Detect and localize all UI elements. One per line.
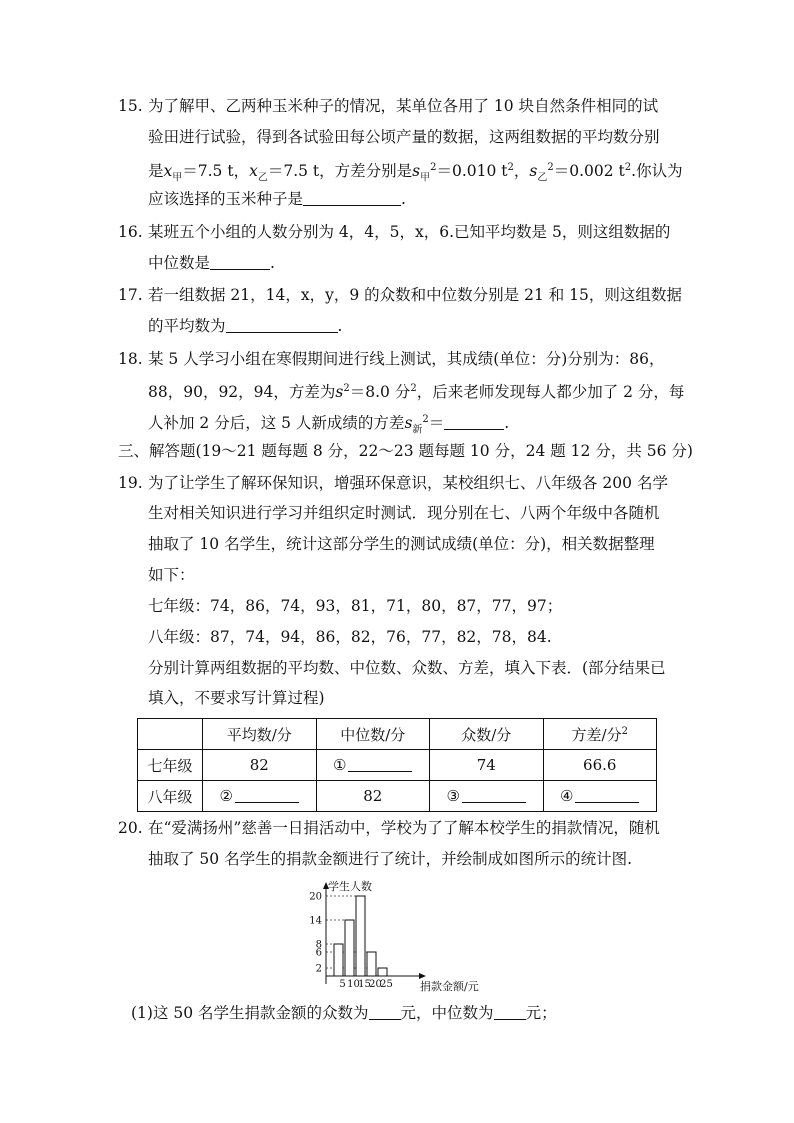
y-tick-label: 14 <box>309 915 322 927</box>
grade7-data: 七年级：74，86，74，93，81，71，80，87，77，97； <box>148 597 563 615</box>
y-tick-label: 8 <box>315 939 322 951</box>
y-tick-label: 20 <box>309 891 322 903</box>
table-row <box>138 781 657 812</box>
bar-5 <box>334 944 343 976</box>
q15-line1: 为了解甲、乙两种玉米种子的情况，某单位各用了 10 块自然条件相同的试 <box>148 97 659 115</box>
answer-blank[interactable] <box>494 1004 526 1020</box>
x-tick-label: 25 <box>380 979 393 990</box>
table-cell: ② <box>203 781 317 812</box>
q15-line2: 验田进行试验，得到各试验田每公顷产量的数据，这两组数据的平均数分别 <box>148 128 660 146</box>
q20-line1: 在“爱满扬州”慈善一日捐活动中，学校为了了解本校学生的捐款情况，随机 <box>148 819 660 837</box>
table-header-row <box>138 719 657 750</box>
q16-line2: 中位数是 . <box>148 254 275 272</box>
answer-blank[interactable] <box>210 254 270 270</box>
q19-line4: 如下： <box>148 566 195 584</box>
x-tick-label: 20 <box>369 979 382 990</box>
answer-blank[interactable] <box>575 788 639 803</box>
table-cell: ③ <box>430 781 544 812</box>
table-header-cell: 中位数/分 <box>316 719 430 750</box>
x-tick-label: 15 <box>358 979 371 990</box>
table-cell: 66.6 <box>543 750 657 781</box>
row-label: 八年级 <box>138 781 203 812</box>
q20-sub1: (1)这 50 名学生捐款金额的众数为 元，中位数为 元； <box>131 1004 557 1022</box>
table-row <box>138 750 657 781</box>
q19-line7: 分别计算两组数据的平均数、中位数、众数、方差，填入下表．(部分结果已 <box>148 659 666 677</box>
q20-line2: 抽取了 50 名学生的捐款金额进行了统计，并绘制成如图所示的统计图. <box>148 850 633 868</box>
q16-number: 16. <box>118 223 143 241</box>
q18-line3: 人补加 2 分后，这 5 人新成绩的方差$s_新^2=$ . <box>148 414 510 436</box>
x-tick-label: 5 <box>339 979 346 990</box>
x-tick-label: 10 <box>347 979 360 990</box>
table-cell: 74 <box>430 750 544 781</box>
q17-line2: 的平均数为 . <box>148 317 343 335</box>
answer-blank[interactable] <box>444 414 504 430</box>
q15-line3: 是$x_甲=7.5$ t，$x_乙=7.5$ t，方差分别是$s_甲^2=0.010$ $t^2$，$s_乙^2=0.002$ $t^2$.你认为 <box>148 162 683 184</box>
q19-line3: 抽取了 10 名学生，统计这部分学生的测试成绩(单位：分)，相关数据整理 <box>148 535 655 553</box>
table-header-cell: 方差/分$^2$ <box>543 719 657 750</box>
table-header-cell <box>138 719 203 750</box>
bar-10 <box>345 920 354 976</box>
donation-histogram <box>300 876 500 996</box>
stats-table <box>137 718 657 812</box>
x-axis-arrow <box>419 973 426 979</box>
q18-line2: 88，90，92，94，方差为$s^2=8.0$ 分$^2$，后来老师发现每人都少加了 2 分，每 <box>148 383 685 402</box>
section-title: 三、解答题(19～21 题每题 8 分，22～23 题每题 10 分，24 题 12 分，共 56 分) <box>118 442 693 460</box>
y-tick-label: 2 <box>315 963 322 975</box>
answer-blank[interactable] <box>348 757 412 772</box>
q15-line4: 应该选择的玉米种子是 . <box>148 190 406 208</box>
q17-number: 17. <box>118 286 143 304</box>
q16-line1: 某班五个小组的人数分别为 4，4，5，x，6.已知平均数是 5，则这组数据的 <box>148 223 671 241</box>
answer-blank[interactable] <box>235 788 299 803</box>
bar-25 <box>378 968 387 976</box>
table-header-cell: 众数/分 <box>430 719 544 750</box>
answer-blank[interactable] <box>462 788 526 803</box>
answer-blank[interactable] <box>303 190 401 206</box>
bar-15 <box>356 896 365 976</box>
table-cell: ④ <box>543 781 657 812</box>
row-label: 七年级 <box>138 750 203 781</box>
q15-number: 15. <box>118 97 143 115</box>
bar-20 <box>367 952 376 976</box>
q19-line1: 为了让学生了解环保知识，增强环保意识，某校组织七、八年级各 200 名学 <box>148 474 668 492</box>
table-cell: ① <box>316 750 430 781</box>
table-header-cell: 平均数/分 <box>203 719 317 750</box>
answer-blank[interactable] <box>369 1004 401 1020</box>
grade8-data: 八年级：87，74，94，86，82，76，77，82，78，84. <box>148 628 552 646</box>
y-tick-label: 6 <box>315 947 322 959</box>
q19-line8: 填入，不要求写计算过程) <box>148 689 325 707</box>
x-axis-label: 捐款金额/元 <box>420 980 479 993</box>
answer-blank[interactable] <box>226 317 338 333</box>
q19-line2: 生对相关知识进行学习并组织定时测试．现分别在七、八两个年级中各随机 <box>148 504 660 522</box>
q18-line1: 某 5 人学习小组在寒假期间进行线上测试，其成绩(单位：分)分别为：86， <box>148 350 665 368</box>
q19-number: 19. <box>118 474 143 492</box>
q18-number: 18. <box>118 350 143 368</box>
table-cell: 82 <box>203 750 317 781</box>
table-cell: 82 <box>316 781 430 812</box>
q20-number: 20. <box>118 819 143 837</box>
q17-line1: 若一组数据 21，14，x，y，9 的众数和中位数分别是 21 和 15，则这组数据 <box>148 286 682 304</box>
y-axis-label: 学生人数 <box>328 880 372 893</box>
